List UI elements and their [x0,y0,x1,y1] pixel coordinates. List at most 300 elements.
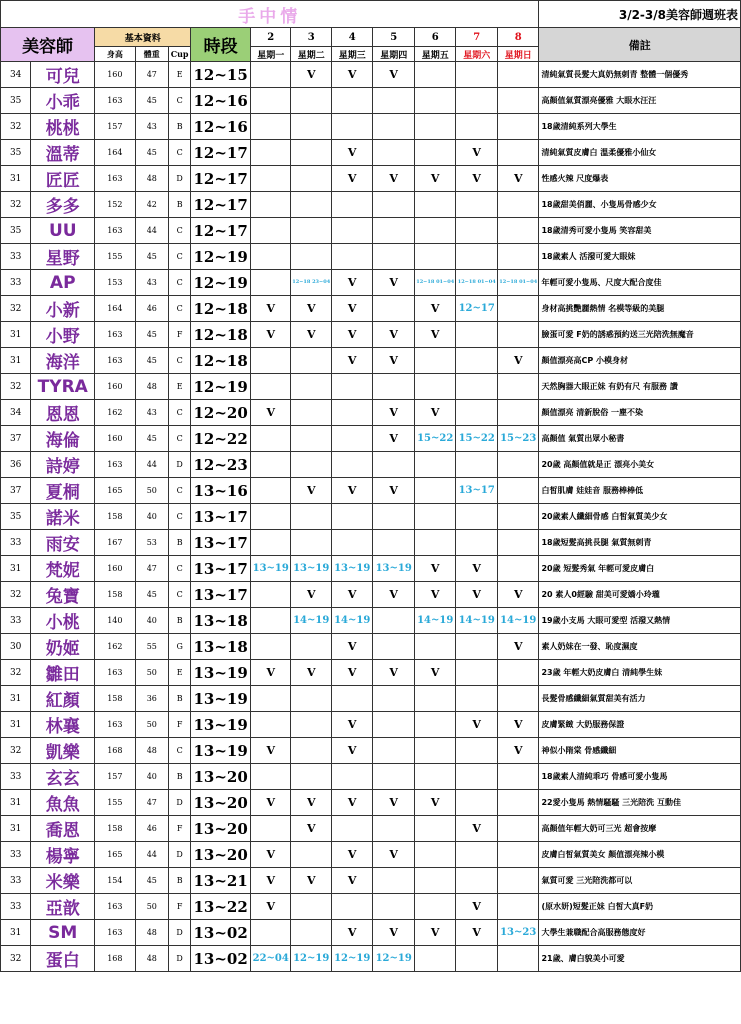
note-cell: 23歲 年輕大奶皮膚白 清純學生妹 [539,660,741,686]
time-slot-cell: 13~16 [191,478,251,504]
day-availability-cell [250,114,290,140]
day-availability-cell: V [497,166,539,192]
day-availability-cell [497,660,539,686]
day-availability-cell [331,218,373,244]
day-availability-cell: 13~19 [250,556,290,582]
weight-cell: 45 [135,868,168,894]
day-availability-cell: V [497,712,539,738]
height-header: 身高 [95,47,135,62]
day-availability-cell [331,114,373,140]
day-availability-cell [414,738,456,764]
cup-cell: C [169,88,191,114]
beautician-name: 楊寧 [31,842,95,868]
beautician-name: 紅顏 [31,686,95,712]
weight-cell: 43 [135,270,168,296]
weight-cell: 46 [135,296,168,322]
table-row [1,452,741,478]
day-availability-cell: V [456,816,498,842]
day-availability-cell: V [291,478,331,504]
table-row [1,556,741,582]
day-availability-cell [497,530,539,556]
beautician-name: 星野 [31,244,95,270]
day-availability-cell [497,62,539,88]
day-availability-cell [497,400,539,426]
day-availability-cell [456,504,498,530]
day-availability-cell: V [291,296,331,322]
day-availability-cell [414,478,456,504]
day-availability-cell [456,114,498,140]
cup-cell: C [169,140,191,166]
day-availability-cell [373,218,415,244]
time-slot-cell: 12~19 [191,244,251,270]
day-availability-cell [456,62,498,88]
cup-cell: F [169,894,191,920]
day-availability-cell [291,218,331,244]
day-availability-cell: V [250,400,290,426]
height-cell: 158 [95,504,135,530]
cup-cell: F [169,322,191,348]
height-cell: 160 [95,62,135,88]
cup-cell: C [169,426,191,452]
day-availability-cell [250,218,290,244]
day-availability-cell [497,686,539,712]
day-availability-cell: 12~18 01~04 [497,270,539,296]
cup-cell: D [169,790,191,816]
note-cell: (原水妍)短髮正妹 白皙大真F奶 [539,894,741,920]
time-slot-cell: 12~17 [191,140,251,166]
day-availability-cell [456,348,498,374]
weight-cell: 40 [135,504,168,530]
day-availability-cell [250,530,290,556]
day-availability-cell: V [373,790,415,816]
day-availability-cell: V [373,660,415,686]
table-row [1,426,741,452]
weight-cell: 48 [135,946,168,972]
table-row [1,946,741,972]
time-slot-cell: 13~19 [191,660,251,686]
day-availability-cell: V [373,270,415,296]
note-cell: 皮膚白皙氣質美女 顏值漂亮辣小模 [539,842,741,868]
row-index: 33 [1,764,31,790]
day-availability-cell: V [331,712,373,738]
weight-cell: 47 [135,556,168,582]
day-availability-cell: 12~19 [373,946,415,972]
day-availability-cell [456,400,498,426]
note-cell: 顏值漂亮 清新脫俗 一塵不染 [539,400,741,426]
table-row [1,764,741,790]
time-slot-cell: 13~02 [191,946,251,972]
day-availability-cell: V [497,348,539,374]
weight-cell: 45 [135,244,168,270]
time-slot-cell: 13~21 [191,868,251,894]
note-cell: 身材高挑艷麗熱情 名模等級的美腿 [539,296,741,322]
height-cell: 153 [95,270,135,296]
day-availability-cell [331,816,373,842]
day-availability-cell [373,868,415,894]
time-slot-cell: 12~17 [191,218,251,244]
beautician-name: 海洋 [31,348,95,374]
day-availability-cell: V [291,660,331,686]
beautician-name: 詩婷 [31,452,95,478]
day-availability-cell [250,764,290,790]
height-cell: 163 [95,348,135,374]
day-availability-cell [456,660,498,686]
day-availability-cell [497,244,539,270]
row-index: 31 [1,348,31,374]
day-availability-cell [373,764,415,790]
beautician-name: 匠匠 [31,166,95,192]
weight-cell: 45 [135,140,168,166]
time-slot-cell: 13~18 [191,608,251,634]
day-availability-cell [414,218,456,244]
beautician-name: 魚魚 [31,790,95,816]
time-slot-cell: 13~20 [191,816,251,842]
day-availability-cell [456,634,498,660]
weight-header: 體重 [135,47,168,62]
height-cell: 164 [95,140,135,166]
day-availability-cell: V [373,478,415,504]
day-availability-cell [456,530,498,556]
table-row [1,478,741,504]
day-availability-cell [250,478,290,504]
height-cell: 165 [95,478,135,504]
day-availability-cell [414,88,456,114]
day-availability-cell [291,374,331,400]
time-slot-cell: 12~18 [191,296,251,322]
beautician-name: 小乖 [31,88,95,114]
table-row [1,322,741,348]
beautician-name: 玄玄 [31,764,95,790]
day-availability-cell [331,530,373,556]
time-slot-cell: 13~19 [191,738,251,764]
note-cell: 年輕可愛小隻馬、尺度大配合度佳 [539,270,741,296]
day-availability-cell: V [373,322,415,348]
row-index: 34 [1,62,31,88]
time-slot-cell: 13~17 [191,504,251,530]
day-availability-cell [291,530,331,556]
day-availability-cell [331,400,373,426]
day-availability-cell: V [497,634,539,660]
beautician-name: 雨安 [31,530,95,556]
page-title: 手中情 [1,1,539,28]
row-index: 31 [1,556,31,582]
height-cell: 163 [95,322,135,348]
beautician-name: 多多 [31,192,95,218]
time-slot-cell: 13~17 [191,556,251,582]
height-cell: 163 [95,712,135,738]
note-cell: 顏值漂亮高CP 小模身材 [539,348,741,374]
day-availability-cell [497,140,539,166]
note-cell: 高顏值年輕大奶可三光 超會按摩 [539,816,741,842]
height-cell: 163 [95,660,135,686]
cup-cell: D [169,842,191,868]
day-availability-cell [250,504,290,530]
beautician-name: 可兒 [31,62,95,88]
day-availability-cell [250,582,290,608]
row-index: 34 [1,400,31,426]
weight-cell: 50 [135,478,168,504]
table-row [1,270,741,296]
day-availability-cell [291,400,331,426]
row-index: 32 [1,296,31,322]
day-availability-cell [291,634,331,660]
beautician-name: 桃桃 [31,114,95,140]
day-availability-cell [250,166,290,192]
height-cell: 158 [95,686,135,712]
day-availability-cell [414,374,456,400]
note-cell: 長髮骨感纖細氣質甜美有活力 [539,686,741,712]
row-index: 33 [1,530,31,556]
day-name: 星期三 [331,47,373,62]
time-slot-cell: 12~18 [191,322,251,348]
weight-cell: 48 [135,166,168,192]
day-availability-cell [291,140,331,166]
day-availability-cell [497,556,539,582]
day-availability-cell: V [331,322,373,348]
day-availability-cell [291,894,331,920]
day-availability-cell: 13~19 [373,556,415,582]
time-slot-cell: 13~17 [191,582,251,608]
table-row [1,296,741,322]
day-availability-cell [291,504,331,530]
day-availability-cell: V [331,270,373,296]
height-cell: 165 [95,842,135,868]
day-availability-cell: 14~19 [414,608,456,634]
day-availability-cell: V [291,790,331,816]
note-cell: 20歲 高顏值就是正 漂亮小美女 [539,452,741,478]
beautician-name: 奶姬 [31,634,95,660]
day-availability-cell: V [456,920,498,946]
day-number: 4 [331,28,373,47]
day-availability-cell [331,764,373,790]
day-availability-cell [373,114,415,140]
beautician-name: 小桃 [31,608,95,634]
beautician-name: 諾米 [31,504,95,530]
day-availability-cell [414,712,456,738]
table-row [1,504,741,530]
day-availability-cell: V [250,738,290,764]
table-row [1,114,741,140]
height-cell: 157 [95,764,135,790]
day-availability-cell [291,686,331,712]
day-availability-cell [414,946,456,972]
day-availability-cell [497,218,539,244]
cup-cell: C [169,270,191,296]
day-availability-cell: V [250,322,290,348]
day-availability-cell [414,192,456,218]
day-availability-cell [456,218,498,244]
table-row [1,712,741,738]
day-availability-cell [497,946,539,972]
note-cell: 20歲素人纖細骨感 白皙氣質美少女 [539,504,741,530]
table-row [1,842,741,868]
weight-cell: 55 [135,634,168,660]
weight-cell: 42 [135,192,168,218]
cup-cell: F [169,712,191,738]
day-number: 6 [414,28,456,47]
height-cell: 155 [95,790,135,816]
day-availability-cell [373,738,415,764]
day-availability-cell [291,348,331,374]
table-row [1,894,741,920]
note-cell: 18歲素人 活潑可愛大眼妹 [539,244,741,270]
note-cell: 18歲清秀可愛小隻馬 笑容甜美 [539,218,741,244]
height-cell: 157 [95,114,135,140]
table-row [1,790,741,816]
day-availability-cell [250,634,290,660]
row-index: 36 [1,452,31,478]
day-availability-cell [331,192,373,218]
cup-cell: D [169,452,191,478]
note-cell: 素人奶妹在一發、恥度濕度 [539,634,741,660]
beautician-name: 喬恩 [31,816,95,842]
day-availability-cell: 12~19 [291,946,331,972]
day-availability-cell: 12~18 23~04 [291,270,331,296]
row-index: 35 [1,140,31,166]
cup-cell: C [169,218,191,244]
note-cell: 高顏值 氣質出眾小秘書 [539,426,741,452]
day-availability-cell [291,114,331,140]
day-availability-cell [291,88,331,114]
time-slot-cell: 13~22 [191,894,251,920]
day-availability-cell: V [291,322,331,348]
height-cell: 163 [95,920,135,946]
day-availability-cell [414,764,456,790]
day-availability-cell: V [414,582,456,608]
day-availability-cell: 13~19 [291,556,331,582]
day-availability-cell [497,322,539,348]
day-availability-cell: V [414,920,456,946]
day-name: 星期六 [456,47,498,62]
day-name: 星期四 [373,47,415,62]
day-availability-cell: V [250,868,290,894]
row-index: 31 [1,920,31,946]
beautician-name: 雛田 [31,660,95,686]
table-row [1,660,741,686]
day-availability-cell [291,166,331,192]
time-slot-cell: 12~23 [191,452,251,478]
weight-cell: 46 [135,816,168,842]
beautician-name: 梵妮 [31,556,95,582]
day-availability-cell: 14~19 [456,608,498,634]
day-name: 星期一 [250,47,290,62]
weight-cell: 45 [135,322,168,348]
day-availability-cell: 14~19 [291,608,331,634]
day-availability-cell [497,816,539,842]
day-availability-cell [414,842,456,868]
note-cell: 20 素人0經驗 甜美可愛嬌小玲瓏 [539,582,741,608]
day-availability-cell [414,504,456,530]
cup-cell: F [169,816,191,842]
day-availability-cell: 15~23 [497,426,539,452]
day-availability-cell [331,426,373,452]
cup-cell: D [169,166,191,192]
note-cell: 19歲小支馬 大眼可愛型 活潑又熱情 [539,608,741,634]
day-availability-cell [456,322,498,348]
day-availability-cell: V [331,842,373,868]
weight-cell: 44 [135,452,168,478]
table-row [1,88,741,114]
day-availability-cell: V [250,842,290,868]
day-availability-cell [414,686,456,712]
cup-cell: B [169,530,191,556]
table-row [1,920,741,946]
note-cell: 性感火辣 尺度爆表 [539,166,741,192]
weight-cell: 36 [135,686,168,712]
weight-cell: 48 [135,920,168,946]
day-availability-cell [373,894,415,920]
weight-cell: 47 [135,62,168,88]
day-availability-cell: V [456,140,498,166]
note-cell: 20歲 短髮秀氣 年輕可愛皮膚白 [539,556,741,582]
day-availability-cell [497,114,539,140]
day-availability-cell [373,712,415,738]
table-row [1,608,741,634]
day-availability-cell: V [373,400,415,426]
beautician-name: AP [31,270,95,296]
note-cell: 臉蛋可愛 F奶的誘惑預約送三光陪洗無魔音 [539,322,741,348]
day-availability-cell: V [331,296,373,322]
beautician-name: 夏桐 [31,478,95,504]
day-availability-cell [497,296,539,322]
time-slot-cell: 13~18 [191,634,251,660]
beautician-name: 蛋白 [31,946,95,972]
height-cell: 163 [95,166,135,192]
day-availability-cell [373,608,415,634]
cup-cell: B [169,868,191,894]
day-availability-cell [497,478,539,504]
weight-cell: 45 [135,582,168,608]
day-availability-cell: V [373,842,415,868]
day-availability-cell: V [331,660,373,686]
day-availability-cell [250,816,290,842]
beautician-name: 小野 [31,322,95,348]
day-availability-cell [497,764,539,790]
note-cell: 18歲清純系列大學生 [539,114,741,140]
weight-cell: 47 [135,790,168,816]
day-availability-cell: V [291,816,331,842]
day-availability-cell: V [291,582,331,608]
day-availability-cell [250,270,290,296]
row-index: 32 [1,114,31,140]
day-availability-cell: 13~17 [456,478,498,504]
day-availability-cell: 15~22 [414,426,456,452]
day-availability-cell [250,452,290,478]
note-cell: 18歲甜美俏麗、小隻馬骨感少女 [539,192,741,218]
table-row [1,634,741,660]
day-availability-cell [373,686,415,712]
day-availability-cell [291,244,331,270]
day-availability-cell [291,842,331,868]
note-cell: 18歲短髮高挑長腿 氣質無刺青 [539,530,741,556]
day-availability-cell [497,88,539,114]
table-row [1,192,741,218]
day-availability-cell [373,816,415,842]
day-availability-cell [331,244,373,270]
height-cell: 158 [95,582,135,608]
row-index: 33 [1,608,31,634]
day-availability-cell: V [331,166,373,192]
cup-cell: C [169,504,191,530]
note-cell: 18歲素人清純乖巧 骨感可愛小隻馬 [539,764,741,790]
day-availability-cell [250,608,290,634]
height-cell: 168 [95,738,135,764]
day-availability-cell [497,374,539,400]
note-cell: 白皙肌膚 娃娃音 服務棒棒低 [539,478,741,504]
day-availability-cell: V [331,140,373,166]
height-cell: 167 [95,530,135,556]
time-slot-cell: 12~19 [191,270,251,296]
